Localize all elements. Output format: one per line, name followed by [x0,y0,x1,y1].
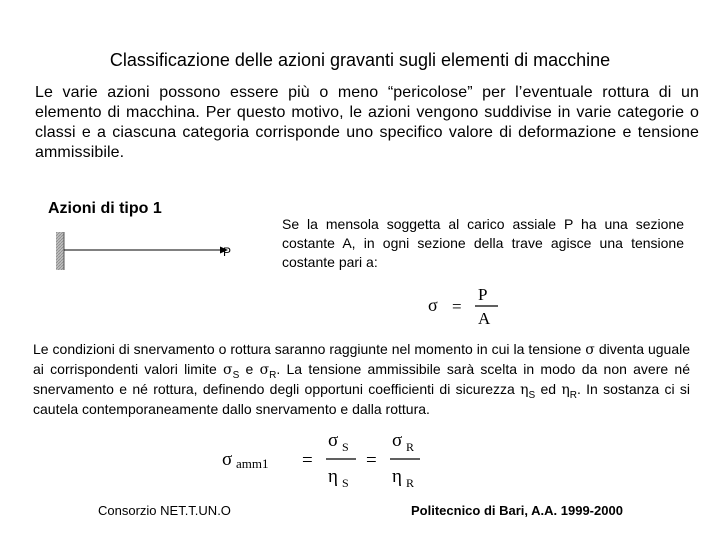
sigma-s-symbol: σ [223,362,233,378]
formula2-equals-2: = [366,450,377,471]
sigma-s-subscript: S [232,369,240,381]
wall-support [56,232,64,270]
cantilever-figure [40,228,240,276]
sigma-symbol: σ [585,342,595,358]
para2-text-1: Le condizioni di snervamento o rottura saranno raggiunte nel momento in cui la tensione [33,341,582,357]
para2-text-3: . La tensione ammissibile sarà scelta in modo da non avere né snervamento e né rottura, definendo degli opportuni coefficienti di sicurezza [33,361,690,397]
formula2-equals-1: = [302,450,313,471]
limit-conditions-paragraph [33,340,690,419]
formula-allowable-stress [220,428,440,494]
frac1-numerator-symbol: σ [328,430,339,451]
sigma-r-subscript: R [269,369,277,381]
section-heading: Azioni di tipo 1 [48,200,162,217]
eta-s-subscript: S [528,389,536,401]
formula1-numerator: P [478,285,488,304]
load-label: P [223,245,232,259]
formula-sigma-p-over-a [426,284,506,330]
eta-r-subscript: R [569,389,577,401]
slide-title: Classificazione delle azioni gravanti sugli elementi di macchine [109,50,611,70]
formula1-equals: = [452,297,462,316]
frac1-denominator-symbol: η [328,466,338,487]
para2-and-1: e [245,361,254,377]
intro-paragraph: Le varie azioni possono essere più o meno “pericolose” per l’eventuale rottura di un elemento di macchina. Per questo motivo, le azioni vengono suddivise in varie categorie o classi e a ciascuna categoria corrisponde uno specifico valore di deformazione e tensione ammissibile. [35,84,699,161]
sigma-r-symbol: σ [259,362,270,378]
frac1-numerator-subscript: S [342,440,349,454]
stress-note: Se la mensola soggetta al carico assiale P ha una sezione costante A, in ogni sezione della trave agisce una tensione costante pari a: [282,216,684,270]
frac2-numerator-subscript: R [406,440,415,454]
formula2-lhs-symbol: σ [222,449,233,470]
formula2-lhs-subscript: amm1 [236,456,269,471]
footer-left: Consorzio NET.T.UN.O [98,503,231,518]
formula1-denominator: A [478,309,491,328]
footer-right: Politecnico di Bari, A.A. 1999-2000 [411,503,623,518]
frac1-denominator-subscript: S [342,476,349,490]
eta-s-symbol: η [520,382,529,398]
frac2-denominator-symbol: η [392,466,402,487]
frac2-numerator-symbol: σ [392,430,403,451]
formula1-lhs: σ [428,295,438,315]
frac2-denominator-subscript: R [406,476,415,490]
para2-text-4: . In sostanza ci si cautela contemporaneamente dallo snervamento e dalla rottura. [33,381,691,417]
eta-r-symbol: η [561,382,570,398]
para2-and-2: ed [540,381,557,397]
para2-text-2: diventa uguale ai corrispondenti valori limite [33,341,691,377]
